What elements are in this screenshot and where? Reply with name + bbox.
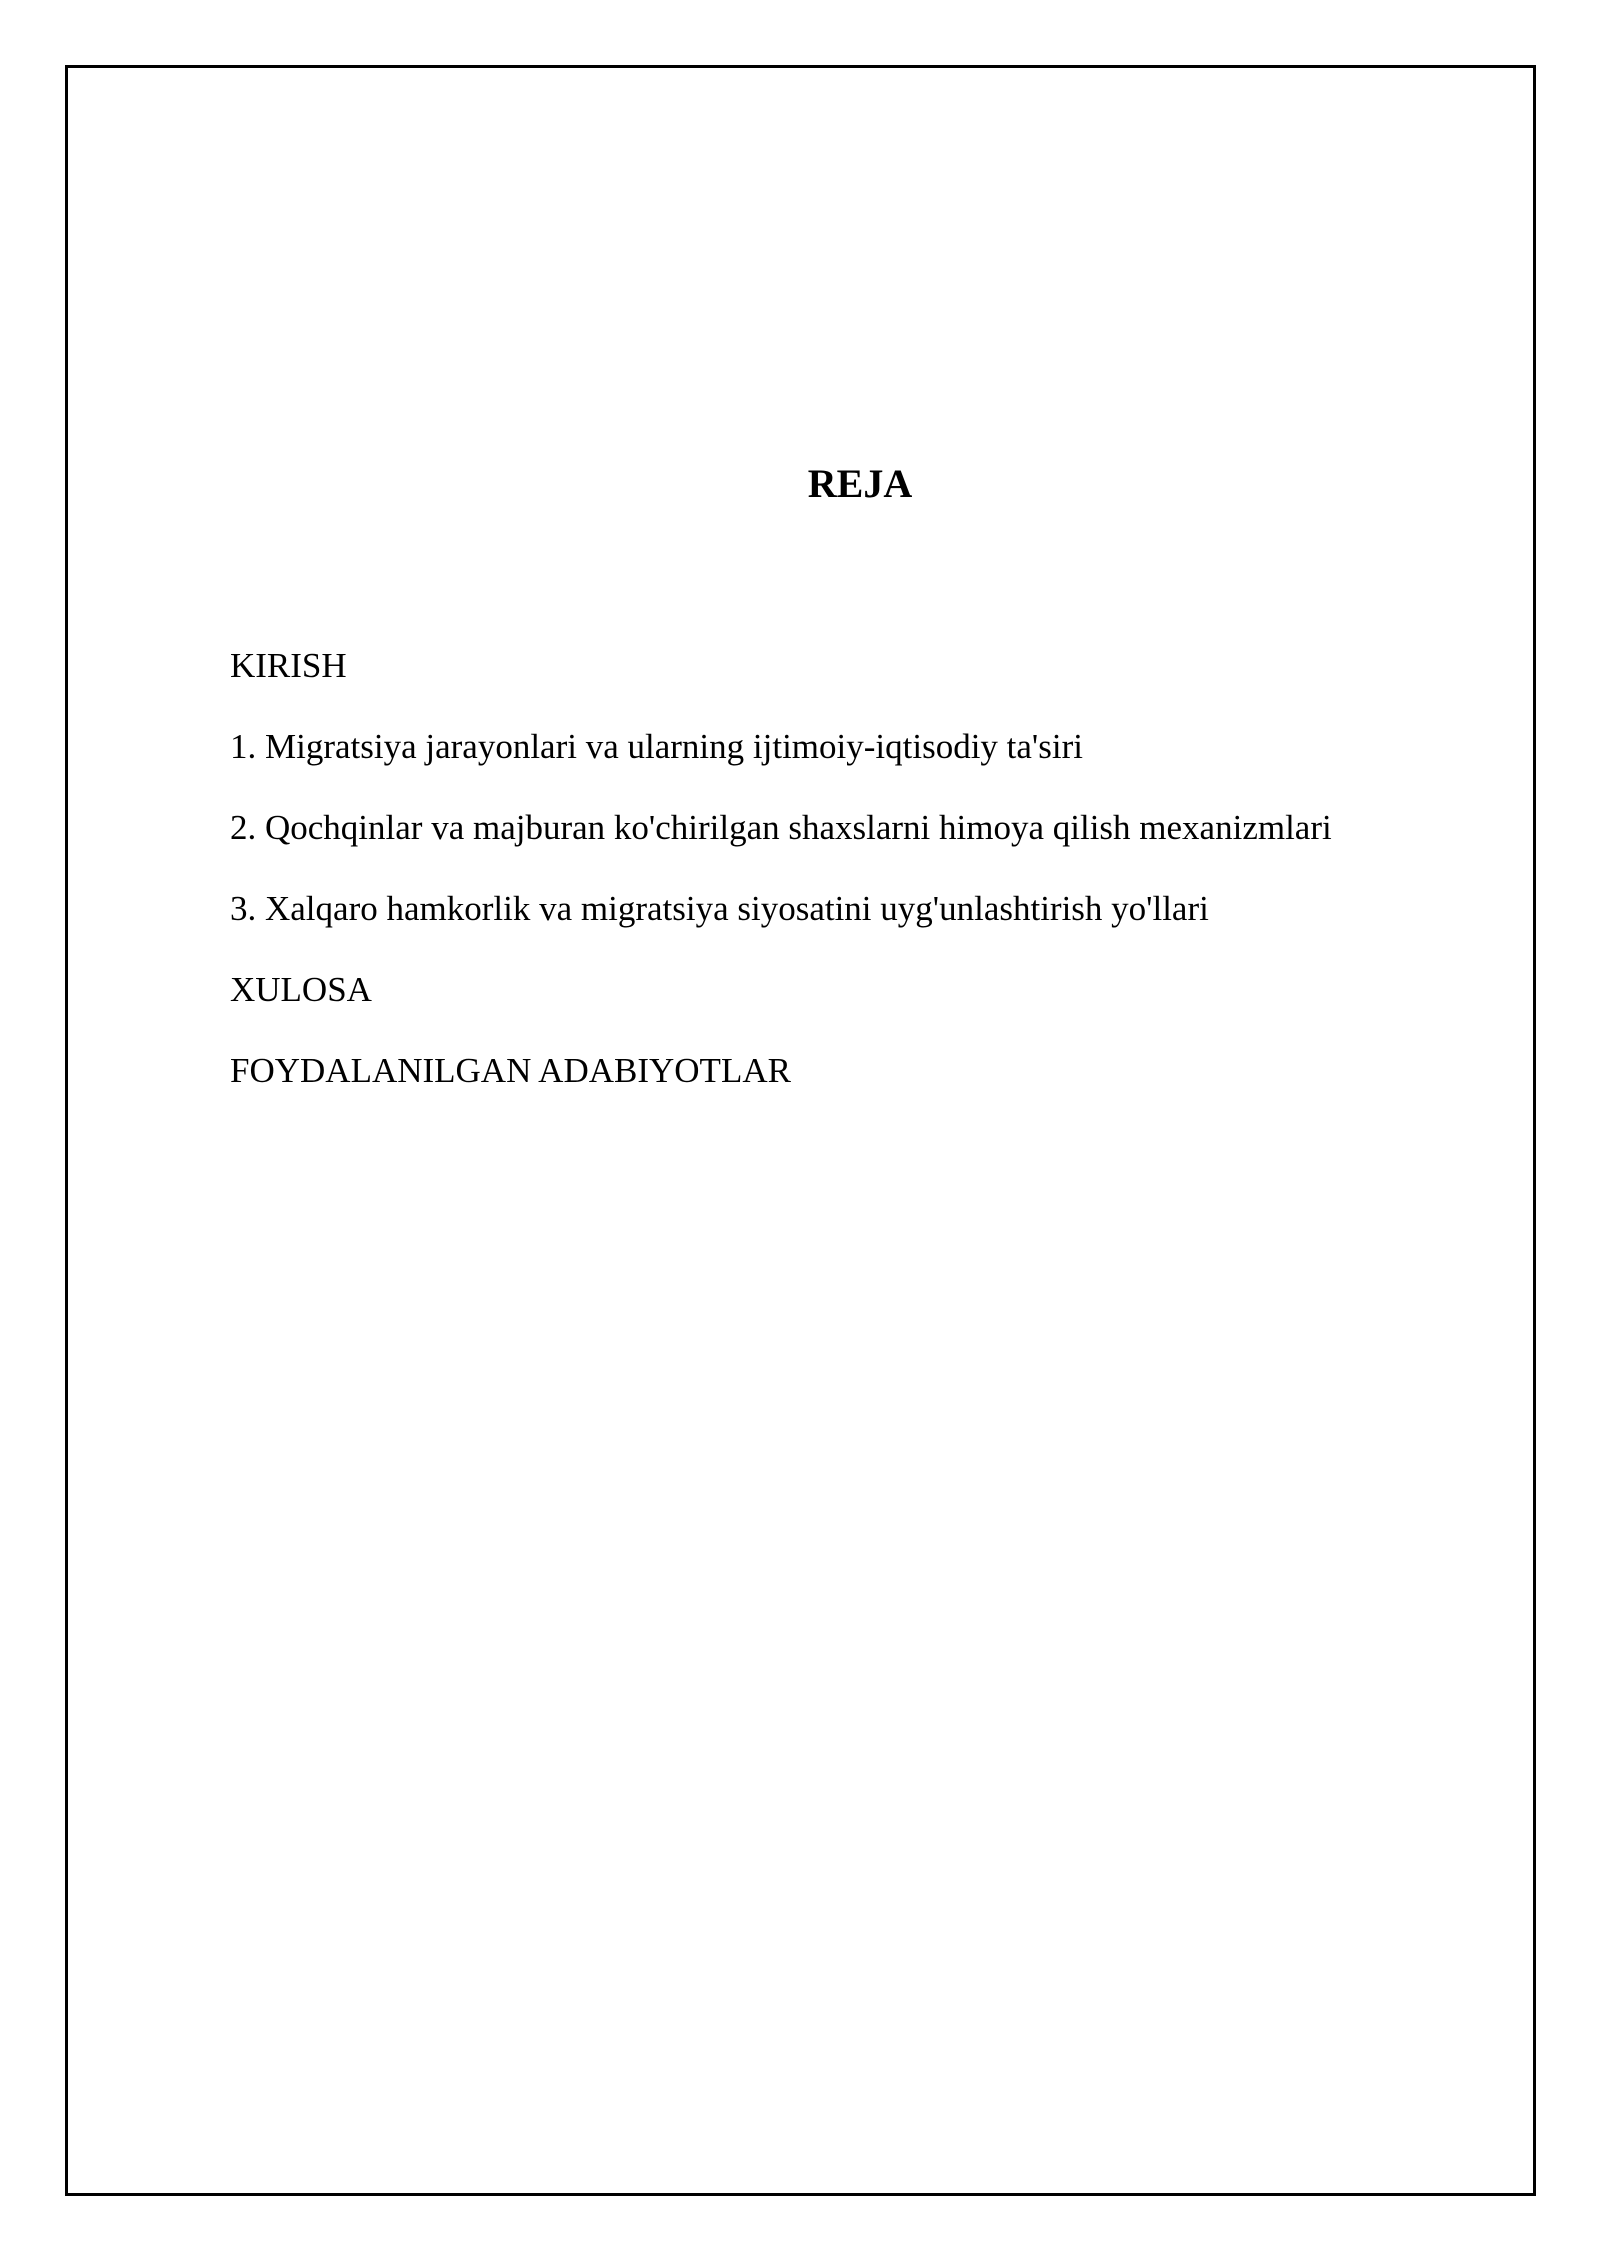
plan-item-conclusion: XULOSA bbox=[230, 970, 372, 1009]
plan-item-references: FOYDALANILGAN ADABIYOTLAR bbox=[230, 1051, 791, 1090]
plan-item-2: 2. Qochqinlar va majburan ko'chirilgan shaxslarni himoya qilish mexanizmlari bbox=[230, 808, 1332, 847]
plan-item-1: 1. Migratsiya jarayonlari va ularning ijtimoiy-iqtisodiy ta'siri bbox=[230, 727, 1083, 766]
plan-list bbox=[230, 645, 1332, 1131]
page-title: REJA bbox=[807, 461, 913, 506]
plan-item-3: 3. Xalqaro hamkorlik va migratsiya siyosatini uyg'unlashtirish yo'llari bbox=[230, 889, 1209, 928]
plan-item-introduction: KIRISH bbox=[230, 646, 347, 685]
